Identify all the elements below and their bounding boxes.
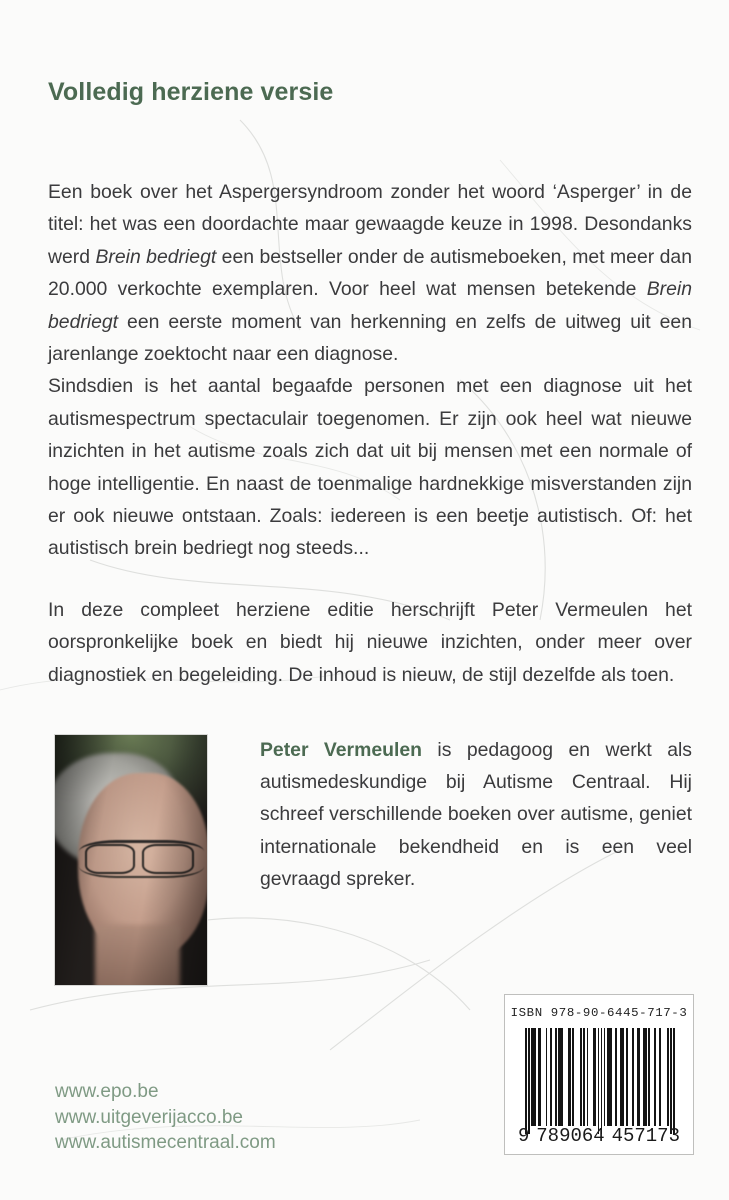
author-name: Peter Vermeulen <box>260 739 422 761</box>
ean-group-right: 457173 <box>611 1125 680 1147</box>
blurb-p1-part-4: een eerste moment van herkenning en zelfs de uitweg uit een jarenlange zoektocht naar een diagnose. <box>48 310 692 366</box>
link-autismecentraal[interactable]: www.autismecentraal.com <box>55 1132 276 1153</box>
ean-lead-digit: 9 <box>518 1125 530 1147</box>
isbn-barcode-box <box>504 994 694 1155</box>
blurb-p1-part-2: een bestseller onder de autismeboeken, met meer dan 20.000 verkochte exemplaren. Voor heel wat mensen betekende <box>48 245 692 301</box>
blurb-paragraph-1 <box>48 176 692 370</box>
publisher-links <box>55 1079 276 1156</box>
author-bio-text: is pedagoog en werkt als autismedeskundige bij Autisme Centraal. Hij schreef verschillende boeken over autisme, geniet internationale bekendheid en is een veel gevraagd spreker. <box>260 739 692 890</box>
book-title-italic-1: Brein bedriegt <box>95 245 217 268</box>
book-title-italic-2: Brein bedriegt <box>48 278 692 333</box>
author-portrait-photo <box>55 735 207 985</box>
page-title: Volledig herziene versie <box>48 78 334 106</box>
blurb-paragraph-2: Sindsdien is het aantal begaafde personen met een diagnose uit het autismespectrum spectaculair toegenomen. Er zijn ook heel wat nieuwe inzichten in het autisme zoals zich dat uit bij mensen met een normale of hoge intelligentie. En naast de toenmalige hardnekkige misverstanden zijn er ook nieuwe ontstaan. Zoals: iedereen is een beetje autistisch. Of: het autistisch brein bedriegt nog steeds... <box>48 375 692 560</box>
barcode-bars <box>525 1028 675 1126</box>
link-epo[interactable]: www.epo.be <box>55 1081 159 1102</box>
author-bio <box>260 734 692 895</box>
blurb-p1-part-0: Een boek over het Aspergersyndroom zonder het woord ‘Asperger’ in de titel: het was een doordachte maar gewaagde keuze in 1998. Desondanks werd <box>48 181 692 268</box>
ean-group-left: 789064 <box>536 1125 605 1147</box>
portrait-vignette <box>55 735 207 985</box>
isbn-label: ISBN 978-90-6445-717-3 <box>510 1006 688 1020</box>
blurb-text <box>48 176 692 691</box>
blurb-paragraph-3: In deze compleet herziene editie herschrijft Peter Vermeulen het oorspronkelijke boek en biedt hij nieuwe inzichten, onder meer over diagnostiek en begeleiding. De inhoud is nieuw, de stijl dezelfde als toen. <box>48 598 692 686</box>
ean-digits <box>518 1125 680 1147</box>
link-uitgeverijacco[interactable]: www.uitgeverijacco.be <box>55 1106 243 1128</box>
